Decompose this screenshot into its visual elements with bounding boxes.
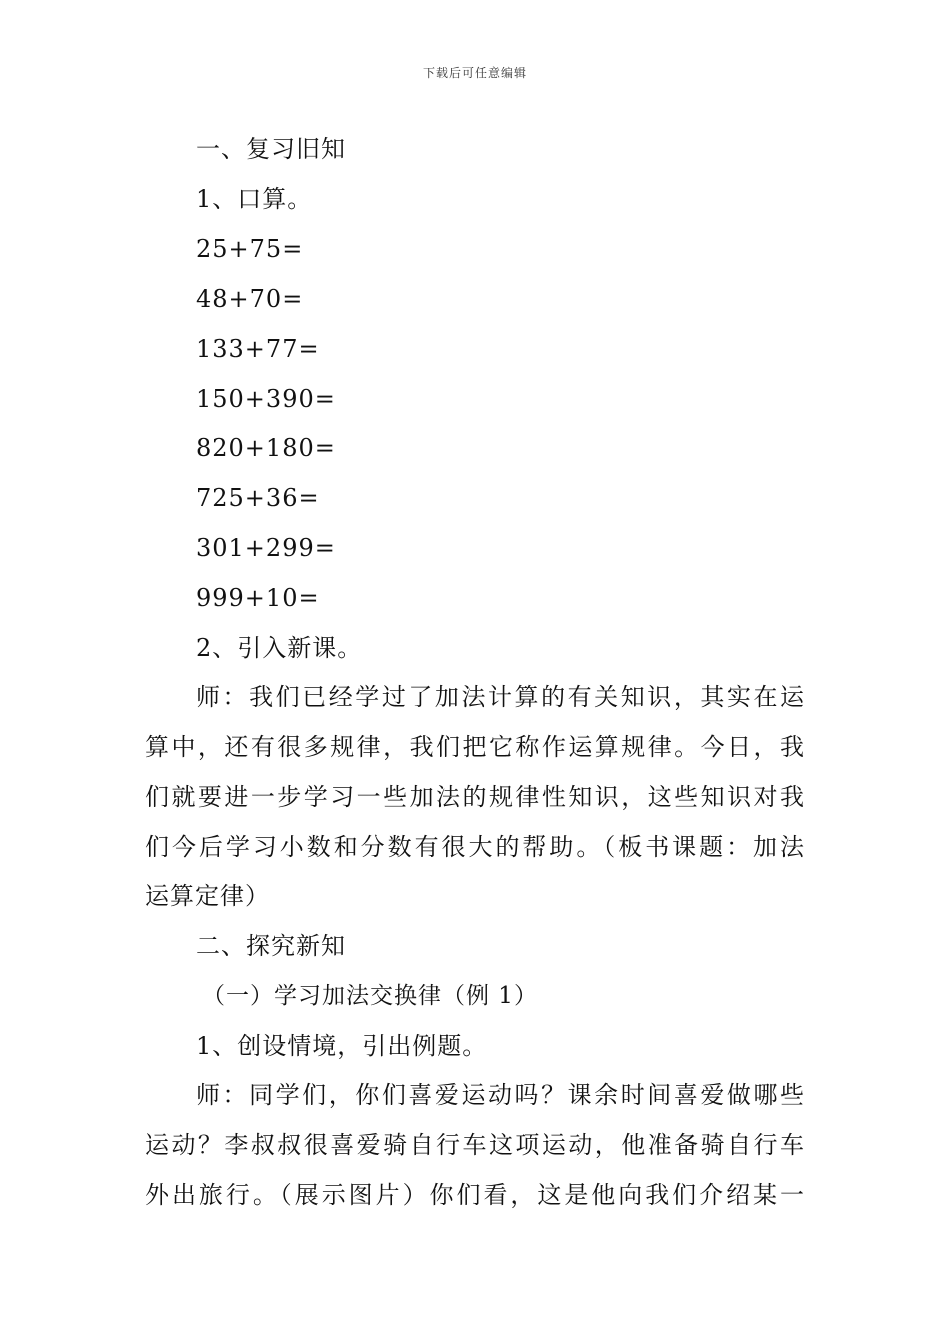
exercise-line: 25+75= bbox=[196, 235, 304, 263]
exercise-line: 133+77= bbox=[196, 335, 320, 363]
exercise-line: 820+180= bbox=[196, 434, 336, 462]
paragraph-line: 运动？李叔叔很喜爱骑自行车这项运动，他准备骑自行车 bbox=[145, 1131, 805, 1159]
paragraph-line: 师：我们已经学过了加法计算的有关知识，其实在运 bbox=[196, 683, 805, 711]
section-title: 一、复习旧知 bbox=[196, 135, 346, 163]
list-item: 1、口算。 bbox=[196, 185, 313, 213]
paragraph-line: 师：同学们，你们喜爱运动吗？课余时间喜爱做哪些 bbox=[196, 1081, 805, 1109]
subsection-title: （一）学习加法交换律（例 1） bbox=[202, 983, 538, 1009]
paragraph-line: 外出旅行。（展示图片）你们看，这是他向我们介绍某一 bbox=[145, 1181, 805, 1209]
exercise-line: 999+10= bbox=[196, 584, 320, 612]
exercise-line: 301+299= bbox=[196, 534, 336, 562]
paragraph-line: 算中，还有很多规律，我们把它称作运算规律。今日，我 bbox=[145, 733, 805, 761]
exercise-line: 725+36= bbox=[196, 484, 320, 512]
exercise-line: 150+390= bbox=[196, 385, 336, 413]
list-item: 2、引入新课。 bbox=[196, 634, 363, 662]
paragraph-line: 们今后学习小数和分数有很大的帮助。（板书课题：加法 bbox=[145, 833, 805, 861]
exercise-line: 48+70= bbox=[196, 285, 304, 313]
paragraph-line: 运算定律） bbox=[145, 882, 270, 910]
section-title: 二、探究新知 bbox=[196, 932, 346, 960]
paragraph-line: 们就要进一步学习一些加法的规律性知识，这些知识对我 bbox=[145, 783, 805, 811]
page-header: 下载后可任意编辑 bbox=[422, 66, 527, 80]
list-item: 1、创设情境，引出例题。 bbox=[196, 1032, 488, 1060]
